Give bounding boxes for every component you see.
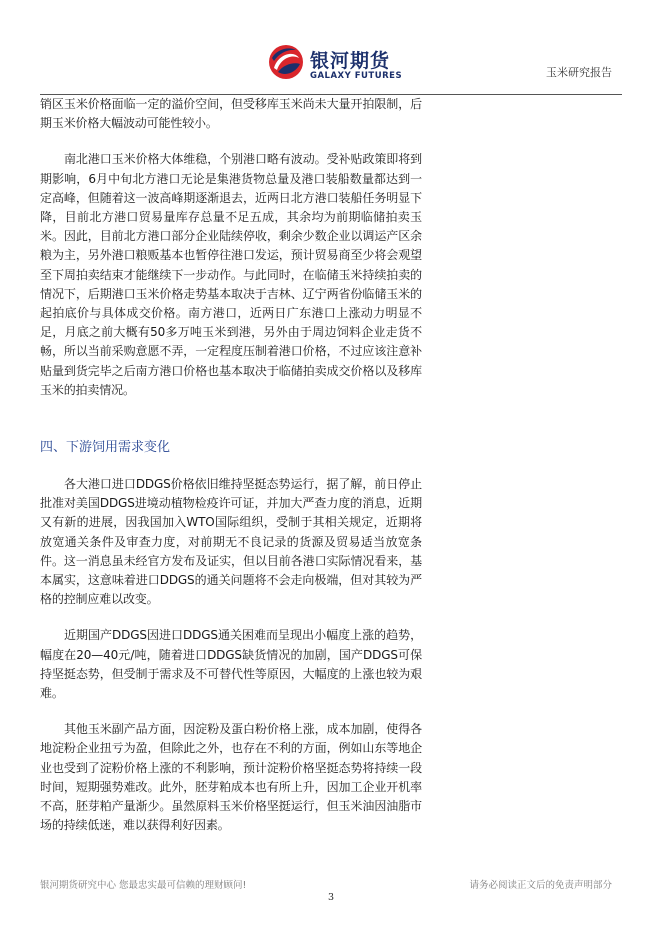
footer-org-slogan: 银河期货研究中心 您最忠实最可信赖的理财顾问! xyxy=(40,880,247,891)
report-body xyxy=(40,95,422,836)
section-heading: 四、下游饲用需求变化 xyxy=(40,440,171,456)
report-type-label: 玉米研究报告 xyxy=(546,66,612,79)
paragraph-imported-ddgs: 各大港口进口DDGS价格依旧维持坚挺态势运行，据了解，前日停止批准对美国DDGS进境动植物检疫许可证，并加大严查力度的消息，近期又有新的进展，因我国加入WTO国际组织，受制于其相关规定，近期将放宽通关条件及审查力度，对前期无不良记录的货源及贸易适当放宽条件。这一消息虽未经官方发布及证实，但以目前各港口实际情况看来，基本属实，这意味着进口DDGS的通关问题将不会走向极端，但对其较为严格的控制应难以改变。 xyxy=(40,477,422,607)
paragraph-domestic-ddgs: 近期国产DDGS因进口DDGS通关困难而呈现出小幅度上涨的趋势，幅度在20—40元/吨，随着进口DDGS缺货情况的加剧，国产DDGS可保持坚挺态势，但受制于需求及不可替代性等原因，大幅度的上涨也较为艰难。 xyxy=(40,628,422,701)
footer-disclaimer-note: 请务必阅读正文后的免责声明部分 xyxy=(469,880,612,891)
page-number: 3 xyxy=(327,892,335,903)
page-header xyxy=(0,0,662,96)
paragraph-byproducts: 其他玉米副产品方面，因淀粉及蛋白粉价格上涨，成本加剧，使得各地淀粉企业扭亏为盈，但除此之外，也存在不利的方面，例如山东等地企业也受到了淀粉价格上涨的不利影响，预计淀粉价格坚挺态势将持续一段时间，短期强势难改。此外，胚芽粕成本也有所上升，因加工企业开机率不高，胚芽粕产量渐少。虽然原料玉米价格坚挺运行，但玉米油因油脂市场的持续低迷，难以获得利好因素。 xyxy=(40,722,422,833)
paragraph-continued: 销区玉米价格面临一定的溢价空间，但受移库玉米尚未大量开拍限制，后期玉米价格大幅波动可能性较小。 xyxy=(40,97,422,131)
paragraph-gap xyxy=(40,609,422,626)
paragraph-gap xyxy=(40,133,422,150)
paragraph-gap xyxy=(40,458,422,475)
brand-name-cn: 银河期货 xyxy=(310,50,391,72)
section-gap xyxy=(40,400,422,438)
paragraph-port-prices: 南北港口玉米价格大体维稳，个别港口略有波动。受补贴政策即将到期影响，6月中旬北方港口无论是集港货物总量及港口装船数量都达到一定高峰，但随着这一波高峰期逐渐退去，近两日北方港口装船任务明显下降，目前北方港口贸易量库存总量不足五成，其余均为前期临储拍卖玉米。因此，目前北方港口部分企业陆续停收，剩余少数企业以调运产区余粮为主，另外港口粮贩基本也暂停往港口发运，预计贸易商至少将会观望至下周拍卖结束才能继续下一步动作。与此同时，在临储玉米持续拍卖的情况下，后期港口玉米价格走势基本取决于吉林、辽宁两省份临储玉米的起拍底价与具体成交价格。南方港口，近两日广东港口上涨动力明显不足，月底之前大概有50多万吨玉米到港，另外由于周边饲料企业走货不畅，所以当前采购意愿不弄，一定程度压制着港口价格，不过应该注意补贴量到货完毕之后南方港口价格也基本取决于临储拍卖成交价格以及移库玉米的拍卖情况。 xyxy=(40,152,422,397)
galaxy-logo-icon xyxy=(268,44,304,80)
brand-name-en: GALAXY FUTURES xyxy=(310,71,403,81)
paragraph-gap xyxy=(40,703,422,720)
